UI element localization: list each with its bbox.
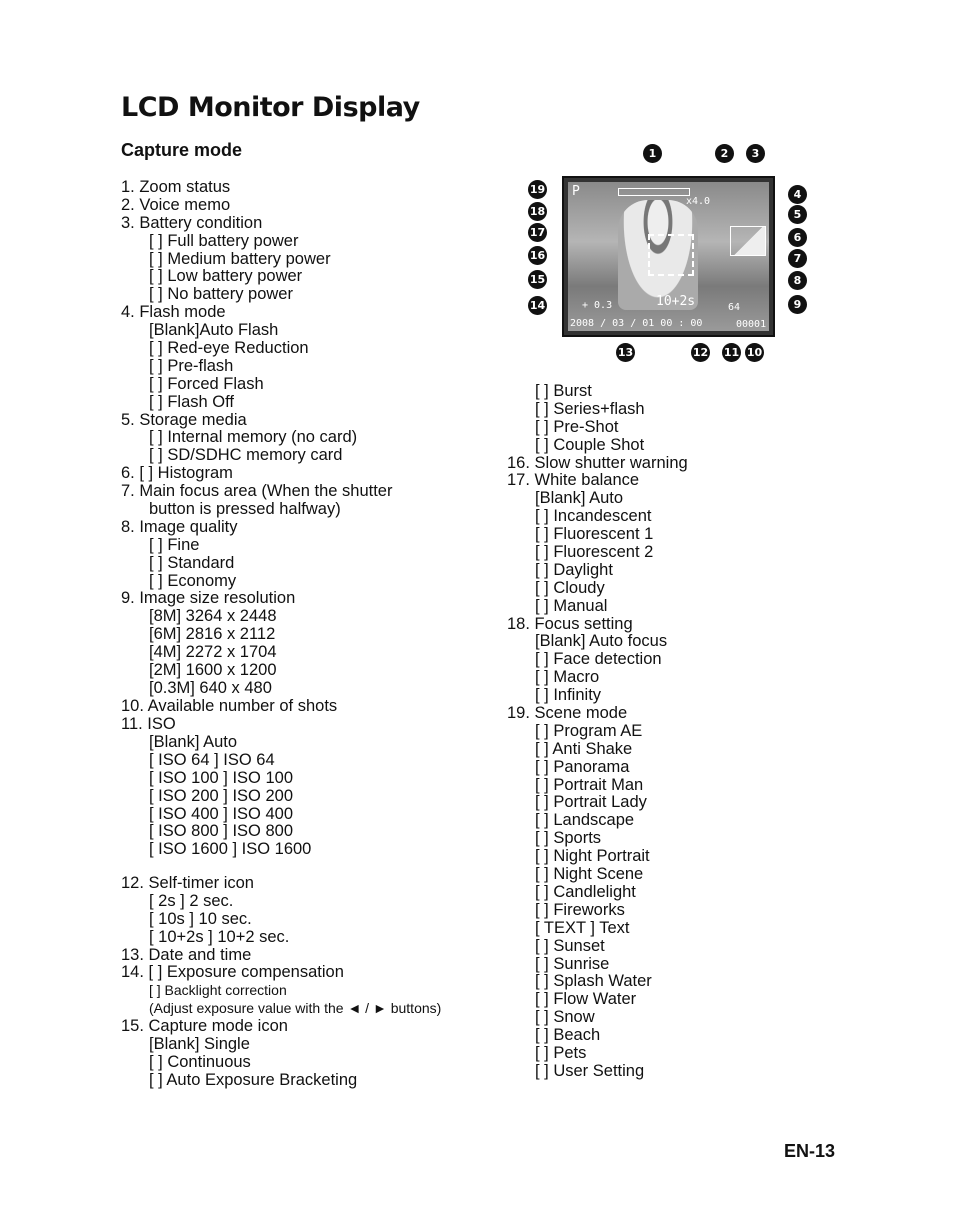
left-lines-line: [ ] Fine — [149, 535, 200, 554]
left-lines-c-line: (Adjust exposure value with the ◄ / ► buttons) — [149, 1000, 442, 1017]
callout-2: 2 — [715, 144, 734, 163]
right-lines-line: [ ] Couple Shot — [535, 435, 645, 454]
lcd-screen — [568, 182, 769, 331]
left-lines-line: 9. Image size resolution — [121, 589, 296, 608]
left-lines-line: [4M] 2272 x 1704 — [149, 643, 277, 662]
left-lines-line: [8M] 3264 x 2448 — [149, 607, 277, 626]
right-lines-line: 18. Focus setting — [507, 614, 633, 633]
callout-10: 10 — [745, 343, 764, 362]
right-lines-line: [ TEXT ] Text — [535, 918, 630, 937]
focus-frame — [648, 234, 694, 276]
histogram-icon — [730, 226, 766, 256]
left-lines-c-line: 15. Capture mode icon — [121, 1017, 288, 1036]
right-lines-line: [ ] Anti Shake — [535, 739, 633, 758]
left-column-c — [121, 875, 441, 1090]
left-lines-line: button is pressed halfway) — [149, 500, 341, 519]
callout-4: 4 — [788, 185, 807, 204]
callout-1: 1 — [643, 144, 662, 163]
left-lines-c-line: [ ] Backlight correction — [149, 982, 287, 999]
right-lines-line: [ ] Beach — [535, 1026, 601, 1045]
left-lines-line: [ ] Pre-flash — [149, 356, 234, 375]
left-lines-c-line: 12. Self-timer icon — [121, 874, 254, 892]
right-lines-line: [ ] Fluorescent 1 — [535, 525, 654, 544]
left-lines-line: 8. Image quality — [121, 517, 238, 536]
lcd-date: 2008 / 03 / 01 00 : 00 — [570, 318, 703, 329]
callout-17: 17 — [528, 223, 547, 242]
left-lines-line: [ ] Red-eye Reduction — [149, 339, 309, 358]
right-lines-line: 17. White balance — [507, 471, 640, 490]
left-lines-line: [ ] Medium battery power — [149, 249, 331, 268]
right-lines-line: [Blank] Auto focus — [535, 632, 668, 651]
left-lines-line: [ ] Full battery power — [149, 231, 299, 250]
left-lines-c-line: [Blank] Single — [149, 1035, 250, 1054]
callout-13: 13 — [616, 343, 635, 362]
lcd-iso: 64 — [728, 302, 741, 313]
right-lines-line: [Blank] Auto — [535, 489, 624, 508]
callout-12: 12 — [691, 343, 710, 362]
left-lines-line: 2. Voice memo — [121, 195, 231, 214]
right-lines-line: [ ] Landscape — [535, 811, 635, 830]
right-lines-line: [ ] Macro — [535, 668, 600, 687]
left-lines-c-line: [ ] Continuous — [149, 1052, 251, 1071]
left-lines-b-line: [ ISO 400 ] ISO 400 — [149, 804, 293, 823]
right-lines-line: [ ] User Setting — [535, 1061, 645, 1080]
lcd-exposure: + 0.3 — [582, 300, 613, 311]
left-lines-line: [2M] 1600 x 1200 — [149, 661, 277, 680]
left-lines-b-line: [ ISO 100 ] ISO 100 — [149, 768, 293, 787]
right-lines-line: [ ] Daylight — [535, 560, 613, 579]
right-lines-line: [ ] Snow — [535, 1008, 595, 1027]
right-lines-line: [ ] Pets — [535, 1043, 587, 1062]
left-lines-line: [ ] Internal memory (no card) — [149, 428, 358, 447]
left-lines-line: [ ] Low battery power — [149, 267, 303, 286]
left-lines-b-line: [ ISO 200 ] ISO 200 — [149, 786, 293, 805]
zoom-bar — [618, 188, 690, 196]
callout-19: 19 — [528, 180, 547, 199]
right-lines-line: [ ] Night Portrait — [535, 847, 650, 866]
right-lines-line: [ ] Pre-Shot — [535, 417, 619, 436]
left-lines-line: 4. Flash mode — [121, 303, 226, 322]
right-lines-line: [ ] Candlelight — [535, 882, 636, 901]
right-lines-line: 19. Scene mode — [507, 704, 628, 723]
callout-6: 6 — [788, 228, 807, 247]
page-number: EN-13 — [784, 1141, 836, 1161]
left-lines-line: [ ] No battery power — [149, 285, 293, 304]
left-lines-c-line: [ 10+2s ] 10+2 sec. — [149, 927, 290, 946]
right-lines-line: [ ] Panorama — [535, 757, 630, 776]
right-lines-line: 16. Slow shutter warning — [507, 453, 688, 472]
left-lines-b-line: [ ISO 64 ] ISO 64 — [149, 750, 275, 769]
right-lines-line: [ ] Face detection — [535, 650, 662, 669]
right-lines-line: [ ] Flow Water — [535, 990, 637, 1009]
lcd-shots: 00001 — [736, 319, 767, 330]
left-lines-line: 5. Storage media — [121, 410, 247, 429]
left-column-b — [121, 732, 311, 857]
left-lines-line: 7. Main focus area (When the shutter — [121, 482, 393, 501]
callout-18: 18 — [528, 202, 547, 221]
left-lines-c-line: [ 2s ] 2 sec. — [149, 891, 234, 910]
left-lines-line: [ ] Standard — [149, 553, 235, 572]
left-lines-line: [Blank]Auto Flash — [149, 321, 279, 340]
left-lines-b-line: [ ISO 1600 ] ISO 1600 — [149, 840, 312, 859]
left-lines-line: [6M] 2816 x 2112 — [149, 625, 276, 644]
callout-5: 5 — [788, 205, 807, 224]
left-lines-line: [0.3M] 640 x 480 — [149, 678, 272, 697]
left-lines-line: [ ] Economy — [149, 571, 237, 590]
right-lines-line: [ ] Burst — [535, 382, 592, 400]
left-lines-line: 1. Zoom status — [121, 178, 231, 196]
callout-11: 11 — [722, 343, 741, 362]
right-column — [507, 383, 688, 1081]
left-lines-b-line: [Blank] Auto — [149, 733, 238, 751]
right-lines-line: [ ] Series+flash — [535, 399, 645, 418]
left-lines-c-line: 14. [ ] Exposure compensation — [121, 963, 344, 982]
left-lines-line: [ ] Flash Off — [149, 392, 234, 411]
callout-16: 16 — [528, 246, 547, 265]
right-lines-line: [ ] Fireworks — [535, 900, 625, 919]
left-lines-line: 3. Battery condition — [121, 213, 263, 232]
left-lines-line: [ ] SD/SDHC memory card — [149, 446, 343, 465]
lcd-zoom: x4.0 — [686, 196, 711, 207]
left-lines-line: [ ] Forced Flash — [149, 374, 264, 393]
callout-9: 9 — [788, 295, 807, 314]
right-lines-line: [ ] Sunset — [535, 936, 605, 955]
lcd-mode: P — [572, 184, 580, 199]
right-lines-line: [ ] Sunrise — [535, 954, 610, 973]
left-lines-line: 10. Available number of shots — [121, 696, 338, 715]
lcd-preview — [562, 176, 775, 337]
callout-14: 14 — [528, 296, 547, 315]
callout-8: 8 — [788, 271, 807, 290]
callout-3: 3 — [746, 144, 765, 163]
lcd-timer: 10+2s — [656, 294, 696, 309]
left-column-a — [121, 179, 392, 734]
right-lines-line: [ ] Manual — [535, 596, 608, 615]
right-lines-line: [ ] Portrait Man — [535, 775, 644, 794]
right-lines-line: [ ] Program AE — [535, 721, 643, 740]
left-lines-c-line: [ ] Auto Exposure Bracketing — [149, 1070, 358, 1089]
left-lines-c-line: [ 10s ] 10 sec. — [149, 909, 252, 928]
right-lines-line: [ ] Incandescent — [535, 507, 652, 526]
right-lines-line: [ ] Splash Water — [535, 972, 652, 991]
right-lines-line: [ ] Portrait Lady — [535, 793, 647, 812]
left-lines-b-line: [ ISO 800 ] ISO 800 — [149, 822, 293, 841]
right-lines-line: [ ] Sports — [535, 829, 602, 848]
right-lines-line: [ ] Infinity — [535, 686, 602, 705]
left-lines-line: 6. [ ] Histogram — [121, 464, 233, 483]
right-lines-line: [ ] Night Scene — [535, 865, 644, 884]
left-lines-c-line: 13. Date and time — [121, 945, 252, 964]
callout-15: 15 — [528, 270, 547, 289]
right-lines-line: [ ] Cloudy — [535, 578, 605, 597]
page-title: LCD Monitor Display — [121, 92, 420, 123]
section-subtitle: Capture mode — [121, 140, 243, 160]
left-lines-line: 11. ISO — [121, 714, 176, 733]
right-lines-line: [ ] Fluorescent 2 — [535, 543, 654, 562]
callout-7: 7 — [788, 249, 807, 268]
